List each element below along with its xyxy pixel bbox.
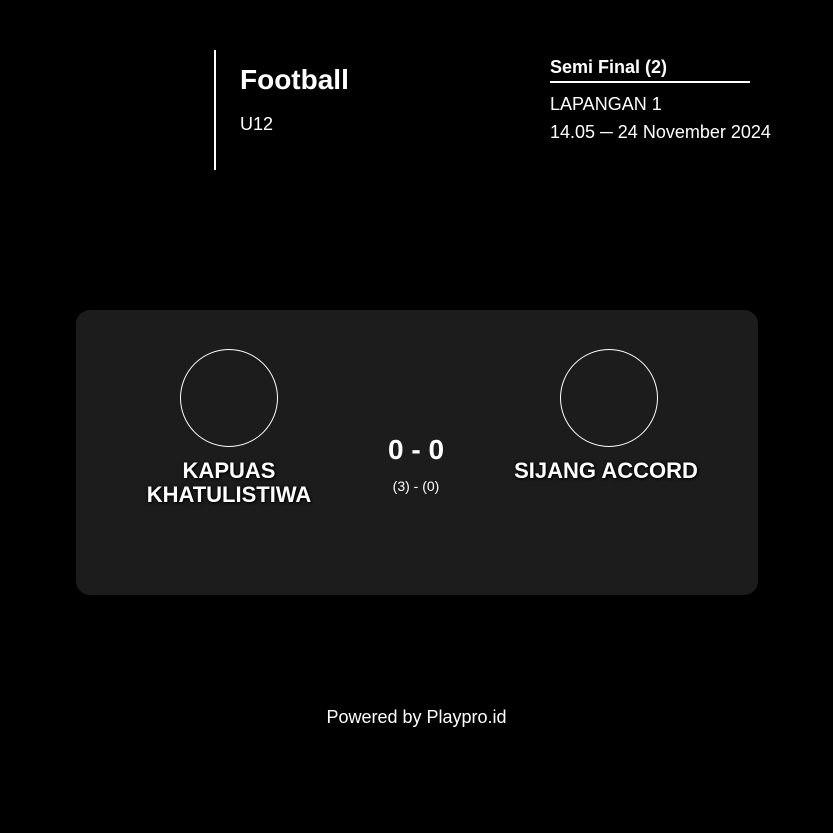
score-card bbox=[76, 310, 758, 595]
sport-title: Football bbox=[240, 64, 349, 95]
round-label: Semi Final (2) bbox=[550, 57, 668, 77]
powered-by-footer: Powered by Playpro.id bbox=[326, 707, 507, 727]
match-score: 0 - 0 bbox=[387, 434, 445, 465]
penalty-score: (3) - (0) bbox=[392, 478, 440, 494]
home-team-name: KAPUAS KHATULISTIWA bbox=[146, 458, 312, 507]
schedule-label: 14.05 ─ 24 November 2024 bbox=[550, 122, 771, 142]
home-team-logo bbox=[180, 349, 278, 447]
category-label: U12 bbox=[240, 114, 274, 134]
venue-label: LAPANGAN 1 bbox=[550, 94, 662, 114]
away-team-name: SIJANG ACCORD bbox=[514, 458, 698, 483]
away-team-logo bbox=[560, 349, 658, 447]
round-underline bbox=[550, 81, 750, 83]
header-divider bbox=[214, 50, 216, 170]
